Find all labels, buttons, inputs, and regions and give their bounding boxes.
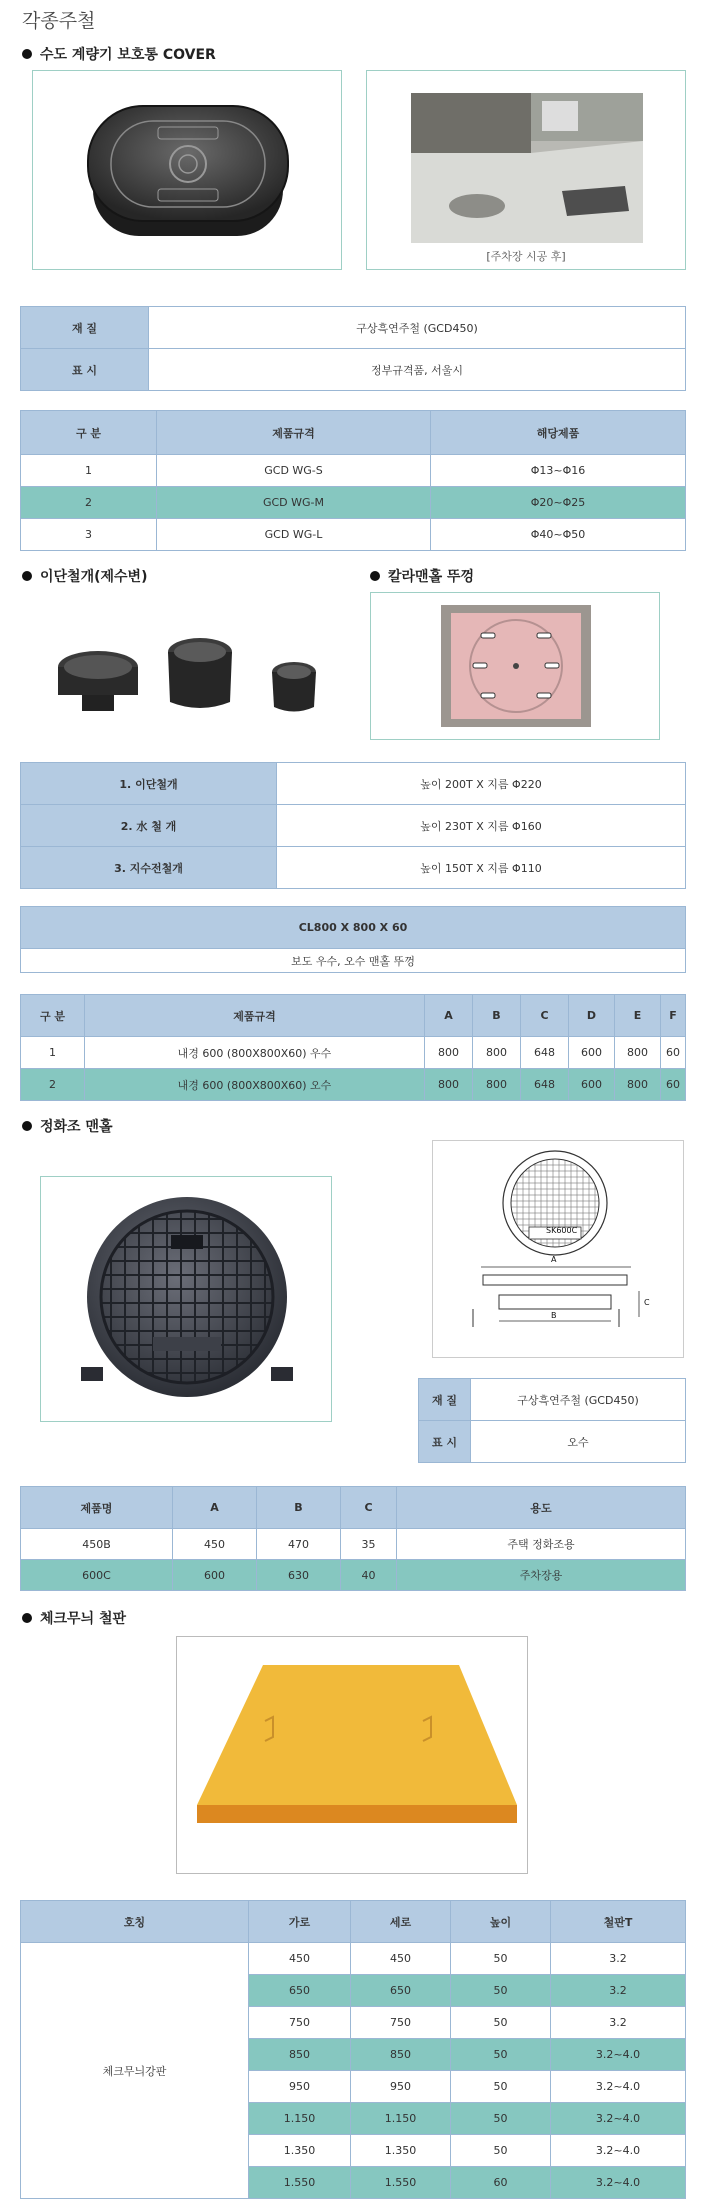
- spec-label: 재 질: [419, 1379, 471, 1421]
- table-row: 1.150 1.150 50 3.2~4.0: [21, 2103, 686, 2135]
- spec-label: 재 질: [21, 307, 149, 349]
- spec-value: 구상흑연주철 (GCD450): [149, 307, 686, 349]
- parking-install-photo: [366, 70, 686, 270]
- section-title-checker-plate: 체크무늬 철판: [22, 1608, 126, 1628]
- meter-cover-image: [32, 70, 342, 270]
- cl-title: CL800 X 800 X 60: [21, 907, 686, 949]
- bullet-icon: [22, 1613, 32, 1623]
- septic-product-table: 제품명 A B C 용도 450B 450 470 35 주택 정화조용 600C 600 630 40 주차장용: [20, 1486, 686, 1591]
- table-row: 750 750 50 3.2: [21, 2007, 686, 2039]
- meter-cover-product-table: [20, 410, 686, 551]
- spec-value: 높이 200T X 지름 Φ220: [277, 763, 686, 805]
- table-row: 600C 600 630 40 주차장용: [21, 1560, 686, 1591]
- technical-drawing-icon: [433, 1141, 684, 1358]
- spec-label: 1. 이단철개: [21, 763, 277, 805]
- dimension-b: B: [551, 1311, 557, 1320]
- table-row: 3 GCD WG-L Φ40~Φ50: [21, 519, 686, 551]
- table-header: 구 분: [21, 411, 157, 455]
- table-row: 1 내경 600 (800X800X60) 우수 800 800 648 600 800 60: [21, 1037, 686, 1069]
- color-manhole-icon: [371, 593, 660, 740]
- spec-label: 표 시: [21, 349, 149, 391]
- bullet-icon: [22, 1121, 32, 1131]
- spec-value: 높이 150T X 지름 Φ110: [277, 847, 686, 889]
- checker-plate-icon: [177, 1637, 528, 1874]
- spec-value: 구상흑연주철 (GCD450): [471, 1379, 686, 1421]
- table-row: 2 GCD WG-M Φ20~Φ25: [21, 487, 686, 519]
- cl-description: 보도 우수, 오수 맨홀 뚜껑: [21, 949, 686, 973]
- dimension-c: C: [644, 1298, 650, 1307]
- section-title-color-manhole: 칼라맨홀 뚜껑: [370, 566, 474, 586]
- table-header: 제품규격: [157, 411, 431, 455]
- bullet-icon: [22, 571, 32, 581]
- table-row: 체크무늬강판 450 450 50 3.2: [21, 1943, 686, 1975]
- septic-spec-table: [418, 1378, 686, 1463]
- section-title-double-cover: 이단철개(제수변): [22, 566, 147, 586]
- parking-photo-icon: [367, 71, 686, 270]
- dimension-a: A: [551, 1255, 557, 1264]
- septic-manhole-icon: [41, 1177, 332, 1422]
- table-row: 1.550 1.550 60 3.2~4.0: [21, 2167, 686, 2199]
- section-title-septic-manhole: 정화조 맨홀: [22, 1116, 113, 1136]
- drawing-label: SK600C: [546, 1226, 578, 1235]
- table-row: 1.350 1.350 50 3.2~4.0: [21, 2135, 686, 2167]
- table-row: 2 내경 600 (800X800X60) 오수 800 800 648 600 800 60: [21, 1069, 686, 1101]
- photo-caption: [주차장 시공 후]: [486, 250, 566, 263]
- table-row: 450B 450 470 35 주택 정화조용: [21, 1529, 686, 1560]
- meter-cover-spec-table: [20, 306, 686, 391]
- table-row: 950 950 50 3.2~4.0: [21, 2071, 686, 2103]
- spec-value: 정부규격품, 서울시: [149, 349, 686, 391]
- table-row: 1 GCD WG-S Φ13~Φ16: [21, 455, 686, 487]
- spec-label: 3. 지수전철개: [21, 847, 277, 889]
- checker-plate-table: 호칭 가로 세로 높이 철판T 체크무늬강판 450 450 50 3.2 650 650 50 3.2 750 750 50 3.2 850 850 50 3.2~4.0 950 950 50 3.2~4.0 1.150 1.150 50 3.2~4.0 1.350 1.350 50 3.2~4.0 1.550 1.550 60 3.2~4.0: [20, 1900, 686, 2199]
- septic-drawing: [432, 1140, 684, 1358]
- spec-label: 2. 水 철 개: [21, 805, 277, 847]
- spec-value: 높이 230T X 지름 Φ160: [277, 805, 686, 847]
- spec-label: 표 시: [419, 1421, 471, 1463]
- checker-plate-image: [176, 1636, 528, 1874]
- spec-value: 오수: [471, 1421, 686, 1463]
- septic-manhole-image: [40, 1176, 332, 1422]
- meter-cover-icon: [33, 71, 342, 270]
- table-header: 해당제품: [431, 411, 686, 455]
- section-title-meter-cover: 수도 계량기 보호통 COVER: [22, 44, 216, 64]
- cl-spec-table: [20, 906, 686, 973]
- table-row: 650 650 50 3.2: [21, 1975, 686, 2007]
- bullet-icon: [22, 49, 32, 59]
- color-manhole-image: [370, 592, 660, 740]
- table-row: 850 850 50 3.2~4.0: [21, 2039, 686, 2071]
- color-manhole-table: 구 분 제품규격 A B C D E F 1 내경 600 (800X800X60) 우수 800 800 648 600 800 60 2 내경 600 (800X800X60) 오수 800 800 648 600 800 60: [20, 994, 686, 1101]
- valve-covers-icon: [20, 592, 342, 740]
- bullet-icon: [370, 571, 380, 581]
- valve-covers-image: [20, 592, 342, 740]
- valve-cover-spec-table: [20, 762, 686, 889]
- page-title: 각종주철: [22, 10, 96, 32]
- product-name: 체크무늬강판: [21, 1943, 249, 2199]
